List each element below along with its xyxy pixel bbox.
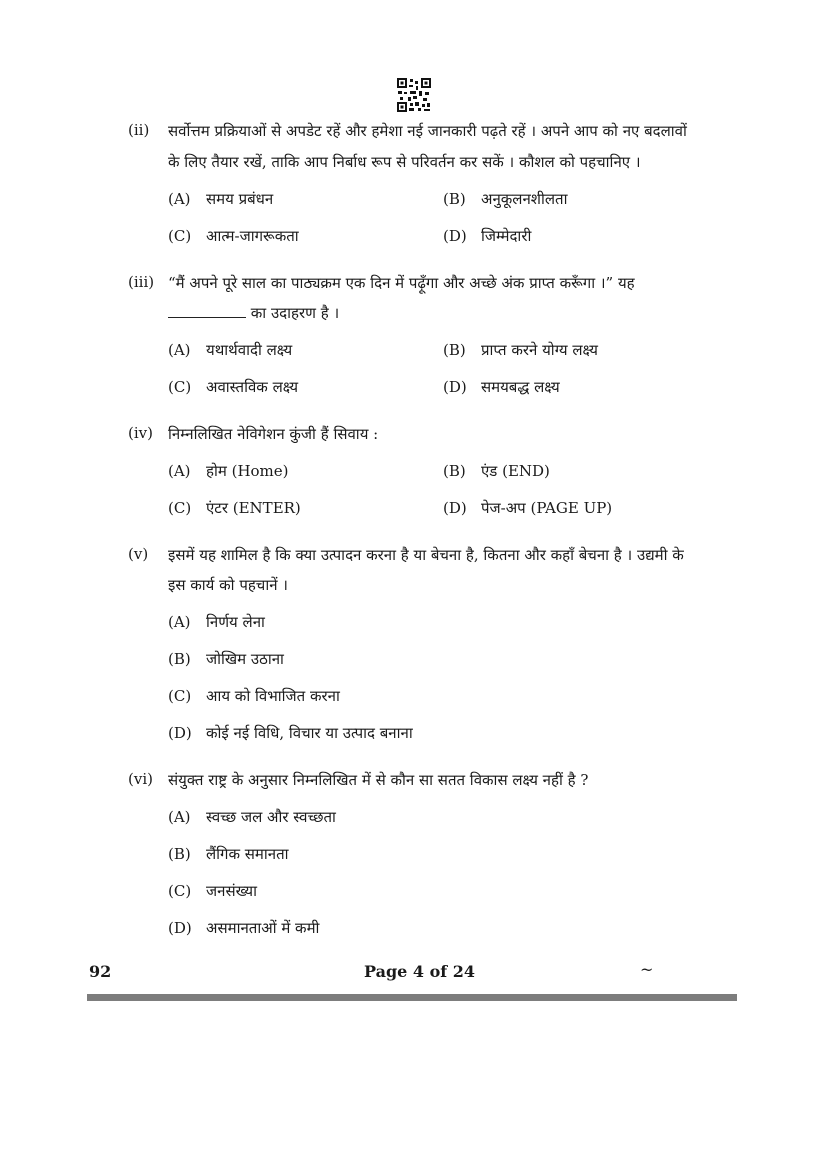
option-c xyxy=(168,686,340,706)
option-c xyxy=(168,377,298,397)
option-text: निर्णय लेना xyxy=(206,613,265,631)
option-text: होम (Home) xyxy=(206,462,289,480)
option-d xyxy=(443,498,612,518)
option-text: समय प्रबंधन xyxy=(206,190,274,208)
option-label: (D) xyxy=(168,919,192,937)
option-b xyxy=(168,649,284,669)
option-a xyxy=(168,612,265,632)
option-c xyxy=(168,498,301,518)
option-b xyxy=(168,844,289,864)
question-text: निम्नलिखित नेविगेशन कुंजी हैं सिवाय : xyxy=(168,425,379,443)
question-text-line: “मैं अपने पूरे साल का पाठ्यक्रम एक दिन में पढ़ूँगा और अच्छे अंक प्राप्त करूँगा ।” यह xyxy=(168,274,635,292)
option-b xyxy=(443,340,598,360)
option-text: पेज-अप (PAGE UP) xyxy=(481,499,613,517)
page-number: Page 4 of 24 xyxy=(364,962,475,981)
option-label: (C) xyxy=(168,687,192,705)
option-text: कोई नई विधि, विचार या उत्पाद बनाना xyxy=(206,724,413,742)
option-text: लैंगिक समानता xyxy=(206,845,289,863)
option-b xyxy=(443,461,550,481)
question-text-line: के लिए तैयार रखें, ताकि आप निर्बाध रूप से परिवर्तन कर सकें । कौशल को पहचानिए । xyxy=(168,153,641,171)
option-label: (B) xyxy=(443,341,466,359)
option-text: जिम्मेदारी xyxy=(481,227,532,245)
option-label: (C) xyxy=(168,499,192,517)
option-label: (D) xyxy=(168,724,192,742)
option-text: एंड (END) xyxy=(481,462,550,480)
qr-code-icon xyxy=(397,78,431,112)
option-text: अनुकूलनशीलता xyxy=(481,190,568,208)
option-text: आय को विभाजित करना xyxy=(206,687,340,705)
option-label: (A) xyxy=(168,808,191,826)
option-a xyxy=(168,189,273,209)
footer-mark: ~ xyxy=(640,960,654,979)
paper-code: 92 xyxy=(89,962,112,981)
option-text: असमानताओं में कमी xyxy=(206,919,320,937)
option-label: (A) xyxy=(168,613,191,631)
option-d xyxy=(168,918,319,938)
option-c xyxy=(168,881,257,901)
option-a xyxy=(168,807,336,827)
option-label: (B) xyxy=(168,845,191,863)
option-text: जोखिम उठाना xyxy=(206,650,284,668)
option-label: (D) xyxy=(443,499,467,517)
question-number: (vi) xyxy=(128,770,153,788)
question-text-line: इस कार्य को पहचानें । xyxy=(168,576,288,594)
option-text: अवास्तविक लक्ष्य xyxy=(206,378,299,396)
question-number: (iv) xyxy=(128,424,153,442)
option-text: समयबद्ध लक्ष्य xyxy=(481,378,560,396)
option-a xyxy=(168,340,292,360)
option-a xyxy=(168,461,289,481)
option-label: (A) xyxy=(168,190,191,208)
option-label: (C) xyxy=(168,882,192,900)
question-number: (ii) xyxy=(128,121,150,139)
option-d xyxy=(443,377,560,397)
option-label: (A) xyxy=(168,341,191,359)
option-text: प्राप्त करने योग्य लक्ष्य xyxy=(481,341,598,359)
option-label: (B) xyxy=(443,190,466,208)
option-label: (C) xyxy=(168,227,192,245)
option-label: (C) xyxy=(168,378,192,396)
question-text-line xyxy=(168,303,339,323)
option-text: आत्म-जागरूकता xyxy=(206,227,299,245)
question-text-line: सर्वोत्तम प्रक्रियाओं से अपडेट रहें और हमेशा नई जानकारी पढ़ते रहें । अपने आप को नए बदलावों xyxy=(168,122,687,140)
option-label: (B) xyxy=(443,462,466,480)
question-number: (iii) xyxy=(128,273,155,291)
question-text-line: इसमें यह शामिल है कि क्या उत्पादन करना है या बेचना है, कितना और कहाँ बेचना है । उद्यमी के xyxy=(168,546,684,564)
option-c xyxy=(168,226,299,246)
option-label: (A) xyxy=(168,462,191,480)
option-d xyxy=(168,723,413,743)
question-number: (v) xyxy=(128,545,149,563)
option-text: जनसंख्या xyxy=(206,882,257,900)
option-label: (D) xyxy=(443,378,467,396)
option-text: एंटर (ENTER) xyxy=(206,499,301,517)
option-text: स्वच्छ जल और स्वच्छता xyxy=(206,808,336,826)
option-b xyxy=(443,189,568,209)
question-text-tail: का उदाहरण है । xyxy=(250,304,340,322)
option-label: (D) xyxy=(443,227,467,245)
option-text: यथार्थवादी लक्ष्य xyxy=(206,341,293,359)
answer-blank xyxy=(168,303,246,318)
option-label: (B) xyxy=(168,650,191,668)
question-text: संयुक्त राष्ट्र के अनुसार निम्नलिखित में से कौन सा सतत विकास लक्ष्य नहीं है ? xyxy=(168,771,589,789)
option-d xyxy=(443,226,531,246)
footer-rule xyxy=(87,994,737,1001)
